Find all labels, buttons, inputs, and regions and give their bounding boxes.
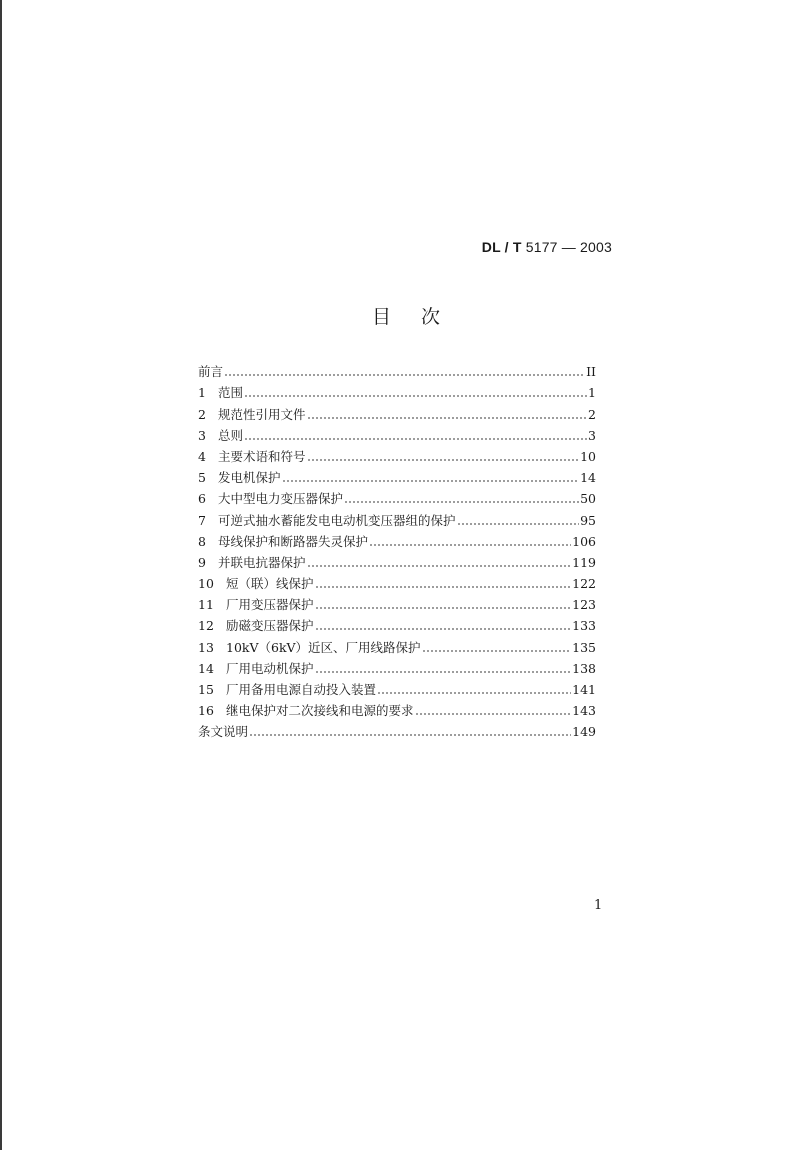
- toc-dot-leader: [315, 607, 572, 609]
- toc-entry-number: 11: [198, 597, 214, 613]
- toc-entry-title: 厂用电动机保护: [226, 660, 314, 676]
- toc-entry-title: 条文说明: [198, 724, 249, 740]
- toc-entry-title: 厂用变压器保护: [226, 597, 314, 613]
- toc-entry-title: 发电机保护: [218, 470, 281, 486]
- toc-entry[interactable]: [198, 612, 596, 633]
- toc-entry-page: 119: [572, 554, 596, 570]
- toc-entry[interactable]: [198, 718, 596, 739]
- toc-entry-page: 3: [588, 427, 596, 443]
- toc-entry[interactable]: [198, 506, 596, 527]
- toc-entry-title: 可逆式抽水蓄能发电电动机变压器组的保护: [218, 512, 456, 528]
- toc-entry-title: 厂用备用电源自动投入装置: [226, 682, 377, 697]
- toc-dot-leader: [315, 586, 572, 588]
- toc-dot-leader: [422, 650, 572, 652]
- toc-dot-leader: [315, 671, 572, 673]
- toc-entry-page: 10: [580, 448, 596, 464]
- toc-entry[interactable]: [198, 697, 596, 718]
- toc-dot-leader: [344, 501, 579, 503]
- document-code: [482, 239, 612, 255]
- toc-dot-leader: [244, 438, 587, 440]
- toc-dot-leader: [224, 374, 585, 376]
- toc-entry-number: 13: [198, 639, 214, 655]
- toc-entry[interactable]: [198, 633, 596, 654]
- toc-entry-title: 继电保护对二次接线和电源的要求: [226, 703, 414, 719]
- document-code-prefix: DL / T: [481, 239, 522, 255]
- toc-entry-number: 5: [198, 470, 206, 486]
- toc-entry-number: 12: [198, 618, 214, 634]
- toc-entry[interactable]: [198, 422, 596, 443]
- toc-entry-number: 10: [198, 576, 214, 592]
- toc-dot-leader: [457, 523, 580, 525]
- toc-dot-leader: [307, 565, 572, 567]
- toc-entry-title: 励磁变压器保护: [226, 618, 314, 634]
- table-of-contents: [198, 358, 596, 739]
- toc-entry-page: 133: [572, 618, 596, 634]
- toc-entry-page: 138: [572, 660, 596, 676]
- toc-dot-leader: [249, 734, 571, 736]
- toc-entry[interactable]: [198, 570, 596, 591]
- toc-entry[interactable]: [198, 591, 596, 612]
- toc-dot-leader: [415, 713, 572, 715]
- document-code-number: 5177 — 2003: [525, 239, 612, 255]
- toc-entry[interactable]: [198, 400, 596, 421]
- toc-entry-number: 14: [198, 660, 214, 676]
- toc-entry[interactable]: [198, 464, 596, 485]
- toc-entry-title: 大中型电力变压器保护: [218, 491, 344, 507]
- toc-entry-number: 7: [198, 512, 206, 528]
- toc-entry-number: 2: [198, 406, 206, 422]
- toc-dot-leader: [315, 628, 572, 630]
- toc-entry-page: 135: [572, 639, 596, 655]
- toc-entry[interactable]: [198, 358, 596, 379]
- toc-entry-page: II: [586, 364, 596, 380]
- toc-entry-page: 95: [580, 512, 596, 528]
- toc-dot-leader: [377, 692, 571, 694]
- toc-entry-number: 6: [198, 491, 206, 507]
- page-edge-line: [0, 0, 2, 1150]
- toc-dot-leader: [244, 395, 587, 397]
- toc-entry-page: 141: [572, 682, 596, 697]
- toc-entry[interactable]: [198, 655, 596, 676]
- toc-entry-number: 3: [198, 427, 206, 443]
- toc-entry[interactable]: [198, 443, 596, 464]
- toc-entry-title: 前言: [198, 364, 224, 380]
- toc-dot-leader: [307, 417, 588, 419]
- toc-entry-number: 4: [198, 448, 206, 464]
- toc-entry-number: 8: [198, 533, 206, 549]
- toc-dot-leader: [307, 459, 580, 461]
- toc-entry-title: 并联电抗器保护: [218, 554, 306, 570]
- toc-entry-number: 16: [198, 703, 214, 719]
- toc-entry-page: 149: [572, 724, 596, 740]
- toc-entry-title: 范围: [218, 385, 244, 401]
- toc-entry-number: 15: [198, 682, 214, 697]
- toc-entry-title: 总则: [218, 427, 244, 443]
- toc-entry-page: 14: [580, 470, 596, 486]
- toc-entry-title: 10kV（6kV）近区、厂用线路保护: [226, 639, 421, 655]
- toc-entry-page: 50: [580, 491, 596, 507]
- toc-entry-title: 主要术语和符号: [218, 448, 306, 464]
- toc-entry-page: 1: [588, 385, 596, 401]
- toc-entry-page: 106: [572, 533, 596, 549]
- page-number: 1: [594, 898, 603, 913]
- toc-dot-leader: [369, 544, 571, 546]
- toc-entry[interactable]: [198, 528, 596, 549]
- toc-entry-page: 2: [588, 406, 596, 422]
- toc-dot-leader: [282, 480, 580, 482]
- toc-entry-page: 123: [572, 597, 596, 613]
- toc-entry[interactable]: [198, 676, 596, 697]
- toc-entry-title: 短（联）线保护: [226, 576, 314, 592]
- toc-title: 目次: [371, 306, 470, 328]
- toc-entry[interactable]: [198, 379, 596, 400]
- toc-entry-title: 规范性引用文件: [218, 406, 306, 422]
- toc-entry-title: 母线保护和断路器失灵保护: [218, 533, 369, 549]
- toc-entry-page: 122: [572, 576, 596, 592]
- toc-entry-number: 1: [198, 385, 206, 401]
- toc-entry-page: 143: [572, 703, 596, 719]
- toc-entry[interactable]: [198, 549, 596, 570]
- toc-entry-number: 9: [198, 554, 206, 570]
- toc-entry[interactable]: [198, 485, 596, 506]
